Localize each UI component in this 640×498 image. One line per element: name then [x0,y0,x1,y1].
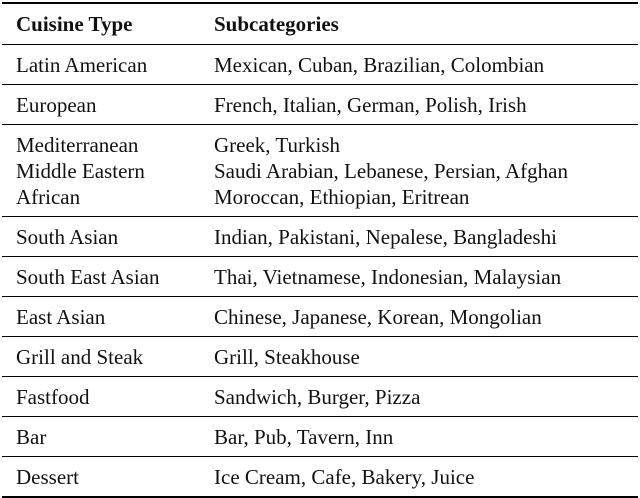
cuisine-type-cell [2,457,214,498]
subcategories-text: Sandwich, Burger, Pizza [214,385,421,409]
table-row [2,297,638,337]
table-row [2,217,638,257]
subcategories-text: Ice Cream, Cafe, Bakery, Juice [214,465,475,489]
table-body [2,45,638,498]
cuisine-type-text: South East Asian [16,265,160,289]
cuisine-type-cell [2,125,214,217]
subcategories-text: Mexican, Cuban, Brazilian, Colombian [214,53,545,77]
subcategories-text: French, Italian, German, Polish, Irish [214,93,527,117]
cuisine-type-cell [2,85,214,125]
cuisine-type-cell [2,257,214,297]
table-row [2,457,638,498]
cuisine-type-cell [2,417,214,457]
cuisine-type-text: African [16,185,81,209]
subcategories-text: Bar, Pub, Tavern, Inn [214,425,394,449]
subcategories-text: Grill, Steakhouse [214,345,360,369]
cuisine-table [2,2,638,498]
subcategories-cell [214,377,638,417]
cuisine-type-cell [2,337,214,377]
cuisine-type-text: Dessert [16,465,79,489]
table-row [2,125,638,217]
subcategories-cell [214,85,638,125]
table-row [2,417,638,457]
cuisine-type-text: East Asian [16,305,106,329]
header-subcategories: Subcategories [214,3,638,45]
subcategories-cell [214,337,638,377]
subcategories-cell [214,125,638,217]
subcategories-text: Saudi Arabian, Lebanese, Persian, Afghan [214,159,568,183]
table-row [2,85,638,125]
subcategories-text: Moroccan, Ethiopian, Eritrean [214,185,470,209]
table-row [2,45,638,85]
table-row [2,257,638,297]
cuisine-type-text: European [16,93,97,117]
cuisine-type-text: Middle Eastern [16,159,145,183]
cuisine-type-text: Mediterranean [16,133,139,157]
subcategories-cell [214,45,638,85]
cuisine-type-text: Bar [16,425,47,449]
cuisine-type-text: Grill and Steak [16,345,144,369]
cuisine-type-text: South Asian [16,225,119,249]
cuisine-type-cell [2,45,214,85]
subcategories-cell [214,217,638,257]
subcategories-cell [214,417,638,457]
subcategories-text: Indian, Pakistani, Nepalese, Bangladeshi [214,225,557,249]
subcategories-cell [214,257,638,297]
cuisine-type-text: Fastfood [16,385,90,409]
subcategories-cell [214,297,638,337]
cuisine-type-text: Latin American [16,53,148,77]
table-header [2,3,638,45]
cuisine-type-cell [2,377,214,417]
subcategories-text: Chinese, Japanese, Korean, Mongolian [214,305,542,329]
header-cuisine-type: Cuisine Type [2,3,214,45]
subcategories-text: Thai, Vietnamese, Indonesian, Malaysian [214,265,562,289]
header-row [2,3,638,45]
subcategories-cell [214,457,638,498]
cuisine-type-cell [2,297,214,337]
table-row [2,337,638,377]
subcategories-text: Greek, Turkish [214,133,341,157]
cuisine-type-cell [2,217,214,257]
table-row [2,377,638,417]
